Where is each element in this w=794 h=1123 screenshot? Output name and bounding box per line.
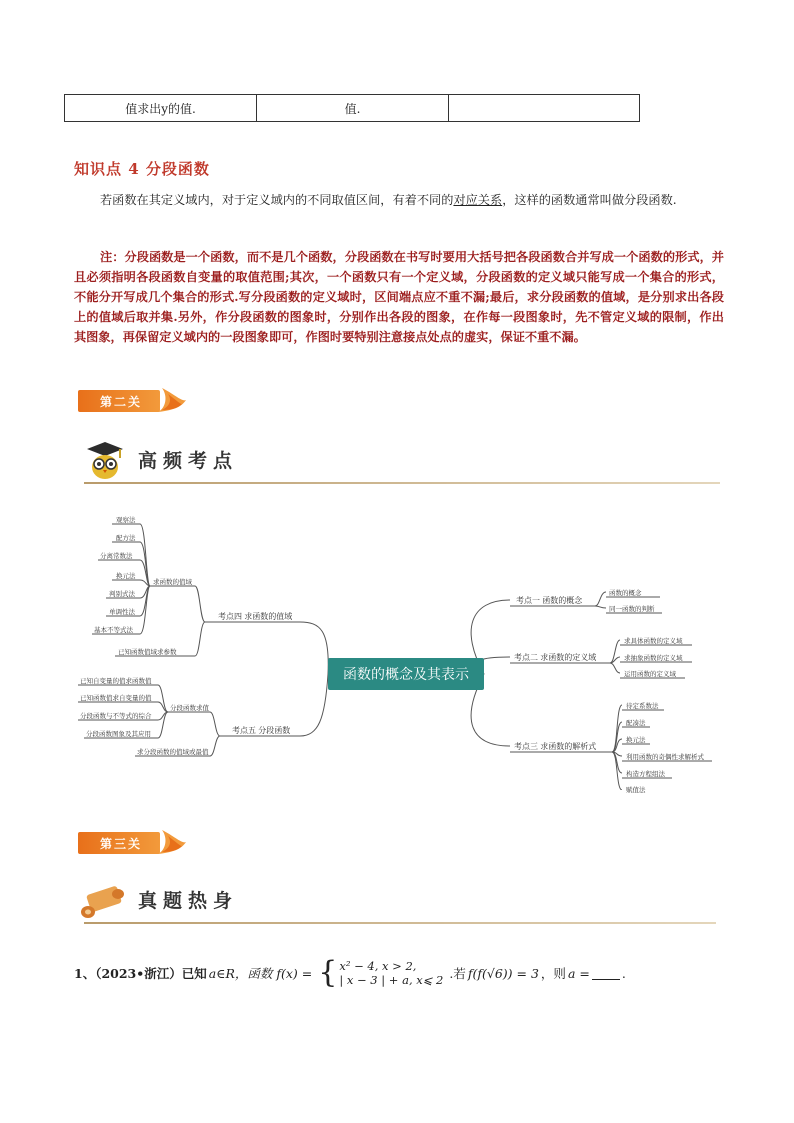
level-banner-3: 第三关 bbox=[78, 828, 188, 858]
table-cell: 值求出y的值. bbox=[65, 95, 257, 121]
mindmap-leaf: 待定系数法 bbox=[626, 703, 659, 710]
mindmap-leaf: 同一函数的判断 bbox=[609, 606, 655, 613]
mindmap-leaf: 配方法 bbox=[116, 535, 136, 542]
flame-decoration-icon bbox=[156, 386, 188, 416]
table-cell: 值. bbox=[257, 95, 449, 121]
flame-decoration-icon bbox=[156, 828, 188, 858]
answer-blank[interactable] bbox=[592, 967, 620, 980]
top-table bbox=[64, 94, 640, 122]
mindmap-leaf: 基本不等式法 bbox=[94, 627, 133, 634]
mindmap-node: 考点二 求函数的定义域 bbox=[514, 653, 597, 662]
piecewise-function: { x² − 4, x > 2, | x − 3 | + a, x⩽ 2 bbox=[318, 955, 444, 990]
mindmap-leaf: 分段函数与不等式的综合 bbox=[80, 713, 152, 720]
mindmap-leaf: 赋值法 bbox=[626, 787, 646, 794]
section-title: 高频考点 bbox=[138, 450, 239, 472]
mindmap-root: 函数的概念及其表示 bbox=[328, 658, 484, 690]
mindmap-node: 求函数的值域 bbox=[153, 579, 192, 586]
mindmap-leaf: 配凑法 bbox=[626, 720, 646, 727]
mindmap-leaf: 求具体函数的定义域 bbox=[624, 638, 683, 645]
knowledge-paragraph: 若函数在其定义域内，对于定义域内的不同取值区间，有着不同的对应关系，这样的函数通常叫做分段函数. bbox=[100, 193, 677, 207]
section-title: 真题热身 bbox=[138, 890, 239, 912]
mindmap-node: 分段函数求值 bbox=[170, 705, 209, 712]
mindmap-node: 考点三 求函数的解析式 bbox=[514, 742, 597, 751]
mindmap-leaf: 判别式法 bbox=[109, 591, 135, 598]
mindmap-leaf: 已知自变量的值求函数值 bbox=[80, 678, 152, 685]
mindmap-leaf: 求抽象函数的定义域 bbox=[624, 655, 683, 662]
problem-1: 1、（2023•浙江）已知 a∈R，函数 f(x) = { x² − 4, x > 2, | x − 3 | + a, x⩽ 2 .若 f(f(√6)) = 3 ，则 a = . bbox=[74, 955, 626, 990]
section-real-exam bbox=[84, 878, 716, 924]
divider bbox=[84, 482, 720, 484]
mindmap-leaf: 换元法 bbox=[626, 737, 646, 744]
mindmap-leaf: 单调性法 bbox=[109, 609, 135, 616]
graduate-owl-icon bbox=[86, 440, 124, 480]
mindmap-node: 考点五 分段函数 bbox=[232, 726, 291, 735]
mindmap-node: 考点一 函数的概念 bbox=[516, 596, 583, 605]
mindmap-leaf: 构造方程组法 bbox=[626, 771, 665, 778]
underlined-term: 对应关系 bbox=[453, 193, 503, 207]
mindmap-leaf: 利用函数的奇偶性求解析式 bbox=[626, 754, 704, 761]
mindmap-leaf: 运用函数的定义域 bbox=[624, 671, 676, 678]
mindmap-leaf: 求分段函数的值域或最值 bbox=[137, 749, 209, 756]
mindmap-leaf: 分段函数图象及其应用 bbox=[86, 731, 151, 738]
mindmap-leaf: 已知函数值求自变量的值 bbox=[80, 695, 152, 702]
mindmap-node: 考点四 求函数的值域 bbox=[218, 612, 293, 621]
level-banner-2: 第二关 bbox=[78, 386, 188, 416]
divider bbox=[84, 922, 716, 924]
mindmap-leaf: 分离常数法 bbox=[100, 553, 133, 560]
section-high-frequency bbox=[84, 438, 720, 484]
mindmap-leaf: 已知函数值域求参数 bbox=[118, 649, 177, 656]
mindmap-leaf: 观察法 bbox=[116, 517, 136, 524]
mindmap-leaf: 函数的概念 bbox=[609, 590, 642, 597]
knowledge-title: 知识点 4 分段函数 bbox=[74, 160, 210, 178]
knowledge-note: 注：分段函数是一个函数，而不是几个函数，分段函数在书写时要用大括号把各段函数合并写成一个函数的形式，并且必须指明各段函数自变量的取值范围;其次，一个函数只有一个定义域，分段函数的定义域只能写成一个集合的形式，不能分开写成几个集合的形式.写分段函数的定义域时，区间端点应不重不漏;最后，求分段函数的值域，是分别求出各段上的值域后取并集.另外，作分段函数的图象时，分别作出各段的图象，在作每一段图象时，先不管定义域的限制，作出其图象，再保留定义域内的一段图象即可，作图时要特别注意接点处点的虚实，保证不重不漏。 bbox=[74, 250, 724, 344]
mindmap-lines bbox=[0, 500, 794, 790]
scroll-icon bbox=[78, 882, 128, 922]
mindmap-leaf: 换元法 bbox=[116, 573, 136, 580]
table-cell bbox=[449, 95, 639, 121]
